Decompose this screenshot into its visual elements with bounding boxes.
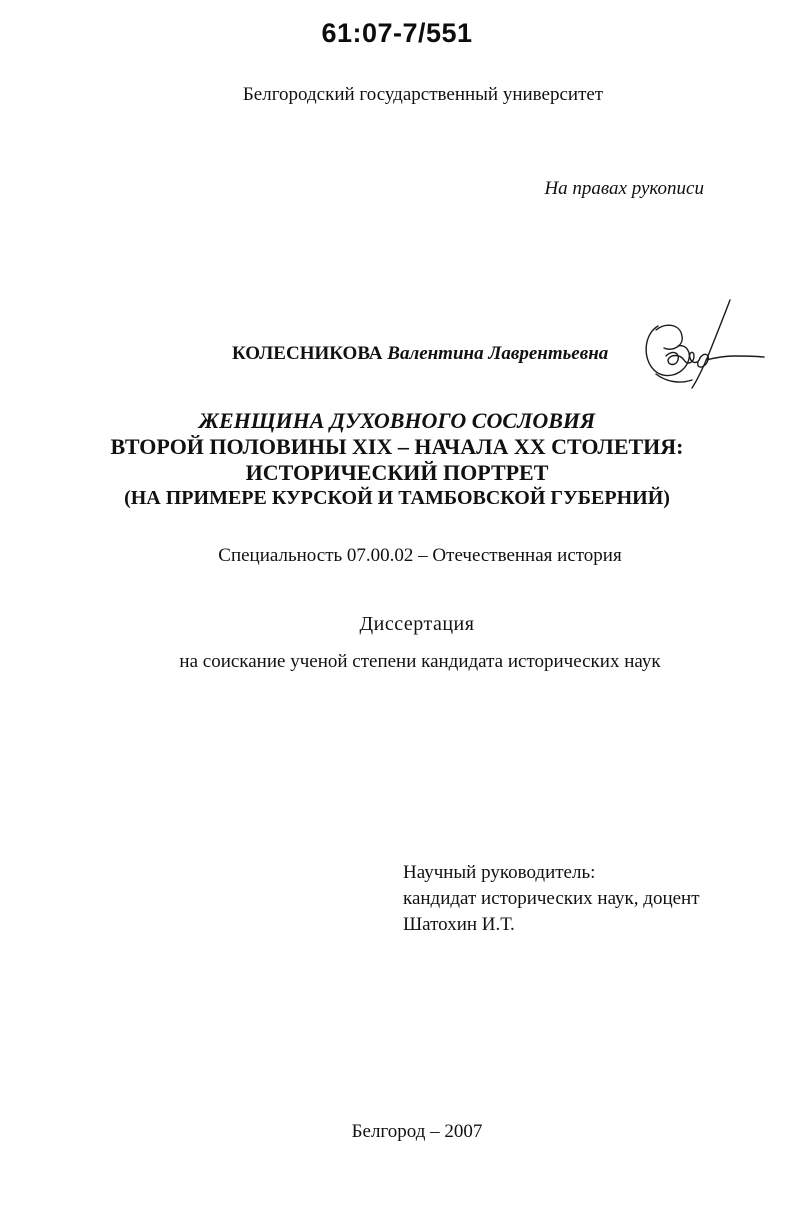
specialty-line: Специальность 07.00.02 – Отечественная история [218, 545, 622, 566]
supervisor-label: Научный руководитель: [403, 862, 596, 883]
document-type: Диссертация [359, 613, 475, 635]
university-name: Белгородский государственный университет [242, 84, 604, 105]
author-given-names: Валентина Лаврентьевна [387, 343, 609, 364]
dissertation-title [0, 408, 794, 510]
supervisor-block [403, 860, 700, 938]
title-subtitle: (НА ПРИМЕРЕ КУРСКОЙ И ТАМБОВСКОЙ ГУБЕРНИЙ) [124, 487, 670, 509]
title-line-1: ЖЕНЩИНА ДУХОВНОГО СОСЛОВИЯ [198, 408, 596, 433]
title-line-3: ИСТОРИЧЕСКИЙ ПОРТРЕТ [245, 460, 549, 485]
author-surname: КОЛЕСНИКОВА [232, 343, 383, 364]
supervisor-credentials: кандидат исторических наук, доцент [403, 888, 700, 909]
city-year: Белгород – 2007 [351, 1121, 483, 1142]
archive-number: 61:07-7/551 [321, 18, 473, 48]
manuscript-rights-note: На правах рукописи [544, 178, 704, 199]
degree-line: на соискание ученой степени кандидата исторических наук [179, 651, 661, 672]
author-name [232, 343, 608, 365]
signature-icon [636, 296, 766, 391]
title-line-2: ВТОРОЙ ПОЛОВИНЫ XIX – НАЧАЛА XX СТОЛЕТИЯ: [110, 434, 684, 459]
supervisor-name: Шатохин И.Т. [403, 914, 515, 935]
